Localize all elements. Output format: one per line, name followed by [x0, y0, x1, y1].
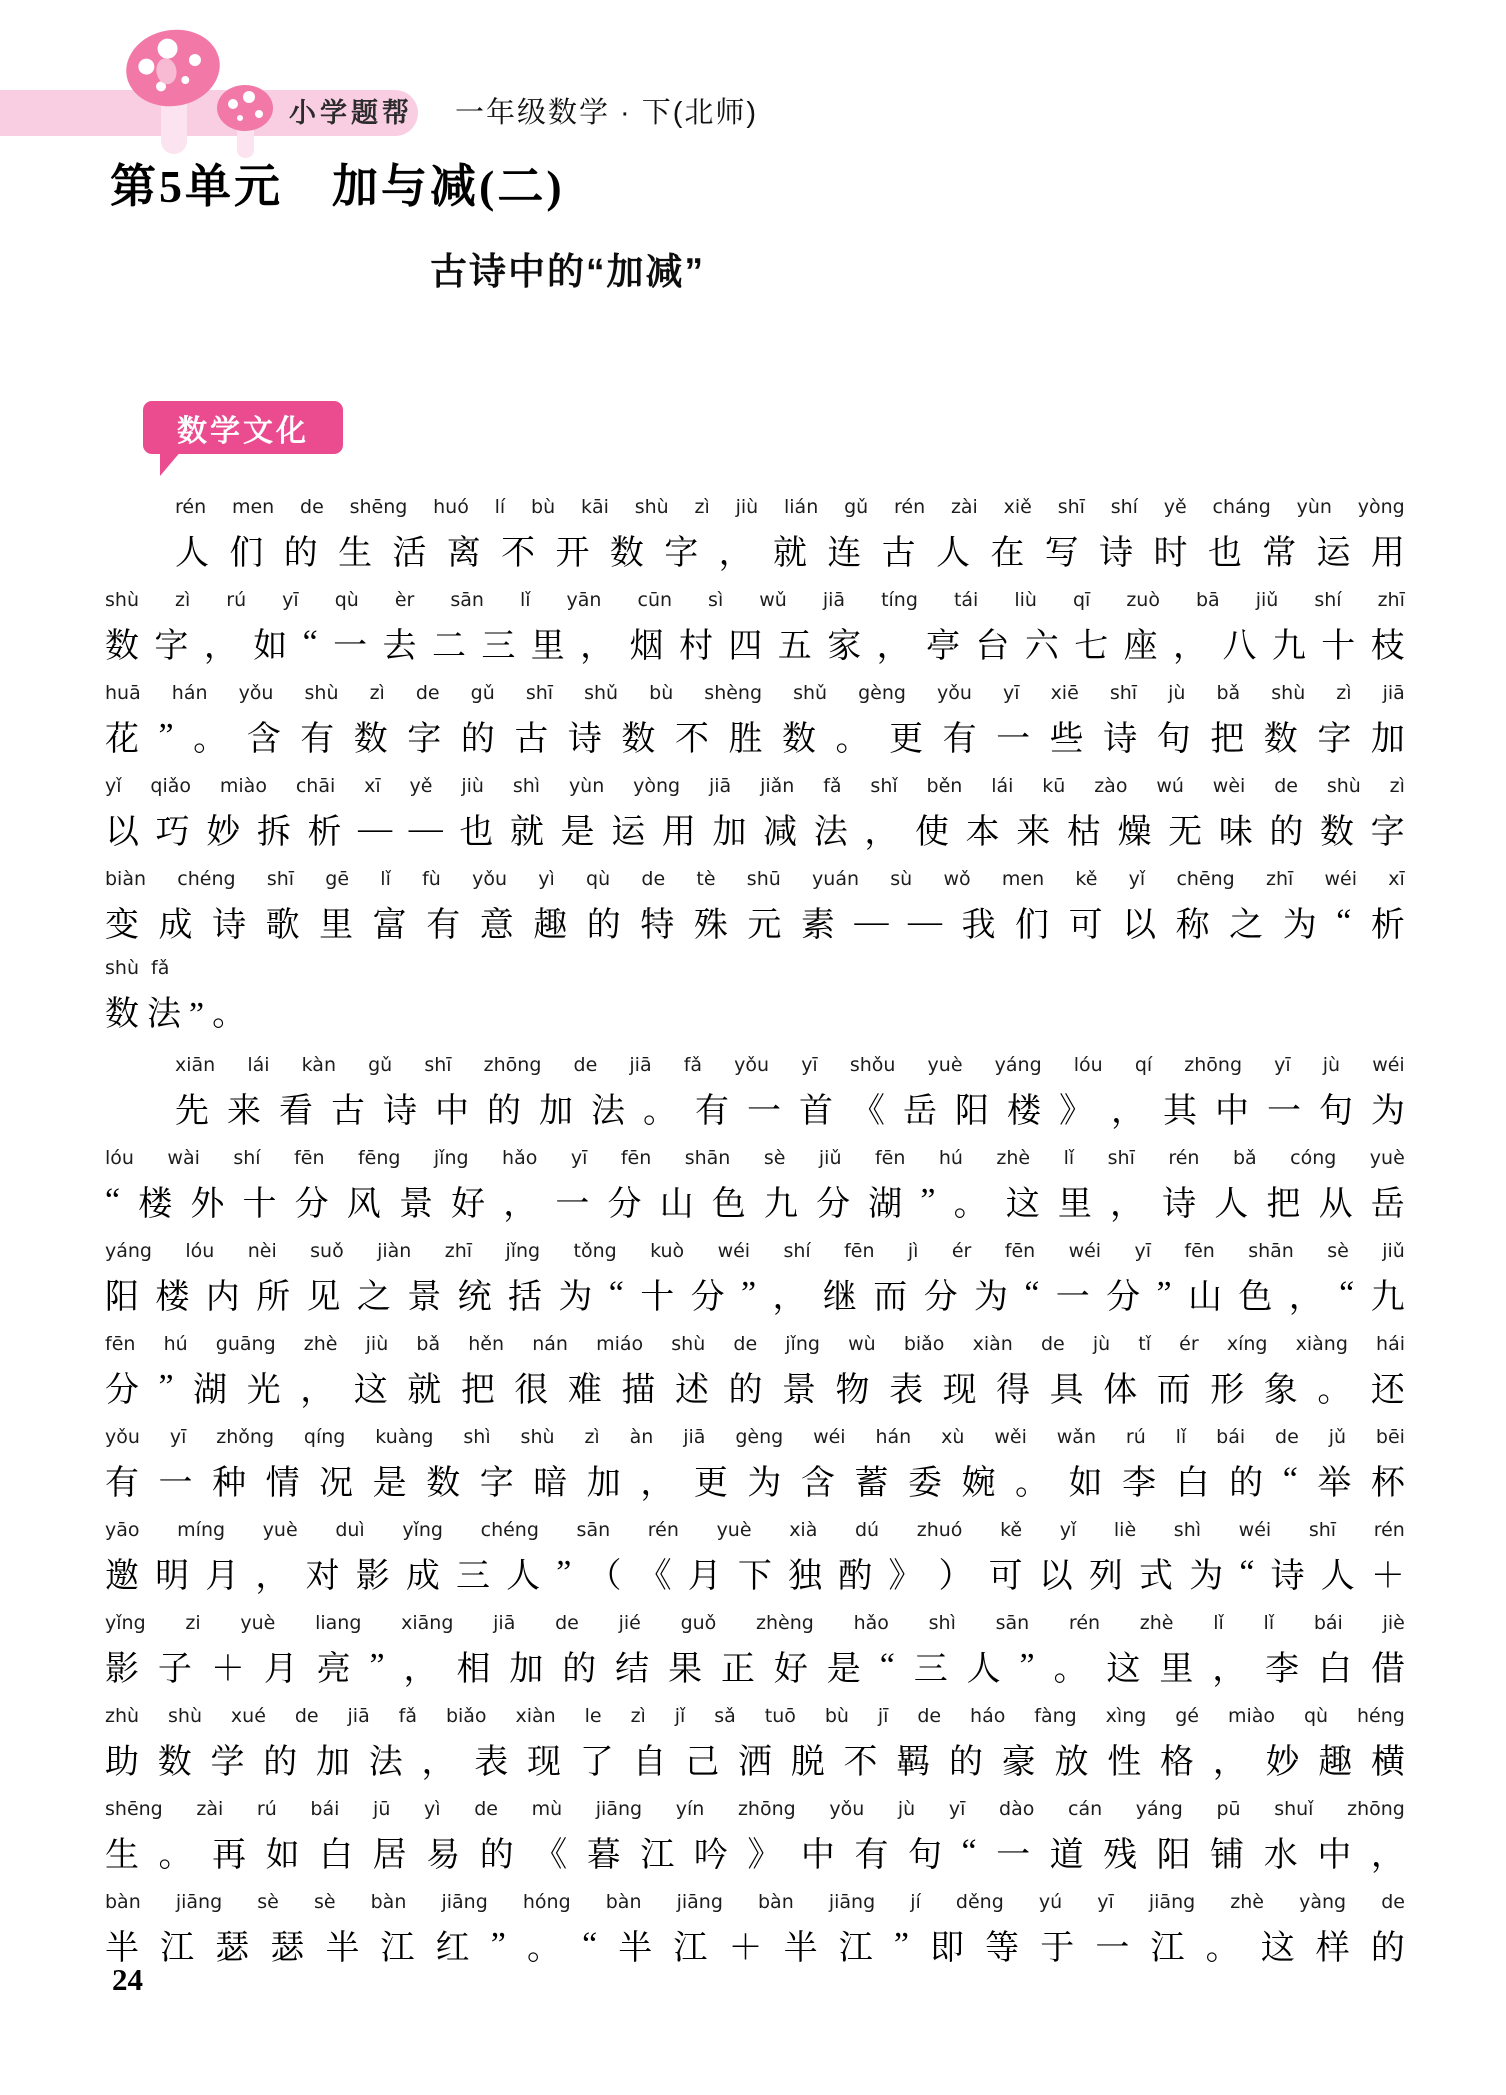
text-line: [105, 1883, 1405, 1976]
hanzi-row: 半 江 瑟 瑟 半 江 红 ” 。 “ 半 江 ＋ 半 江 ” 即 等 于 一 江 。 这 样 的: [105, 1925, 1405, 1967]
pinyin-row: yǒu yī zhǒng qíng kuàng shì shù zì àn jiā gèng wéi hán xù wěi wǎn rú lǐ bái de jǔ bēi: [105, 1426, 1405, 1448]
text-line: [105, 1790, 1405, 1883]
pinyin-row: rén men de shēng huó lí bù kāi shù zì jiù lián gǔ rén zài xiě shī shí yě cháng yùn yòng: [175, 496, 1405, 518]
page-number: 24: [112, 1962, 143, 1997]
hanzi-row: 变 成 诗 歌 里 富 有 意 趣 的 特 殊 元 素 — — 我 们 可 以 称 之 为 “ 析: [105, 902, 1405, 944]
pinyin-row: yǐng zi yuè liang xiāng jiā de jié guǒ zhèng hǎo shì sān rén zhè lǐ lǐ bái jiè: [105, 1612, 1405, 1634]
text-line: [105, 1139, 1405, 1232]
pinyin-row: yǐ qiǎo miào chāi xī yě jiù shì yùn yòng jiā jiǎn fǎ shǐ běn lái kū zào wú wèi de shù zì: [105, 775, 1405, 797]
hanzi-row: 以 巧 妙 拆 析 — — 也 就 是 运 用 加 减 法 ， 使 本 来 枯 燥 无 味 的 数 字: [105, 809, 1405, 851]
text-line: [105, 953, 1405, 1046]
text-line: [105, 1697, 1405, 1790]
hanzi-row: 阳 楼 内 所 见 之 景 统 括 为 “ 十 分 ” ， 继 而 分 为 “ 一 分 ” 山 色 ， “ 九: [105, 1274, 1405, 1316]
section-label-tail: [160, 450, 182, 476]
hanzi-row: 分 ” 湖 光 ， 这 就 把 很 难 描 述 的 景 物 表 现 得 具 体 而 形 象 。 还: [105, 1367, 1405, 1409]
mushroom-icon: [103, 26, 288, 158]
hanzi-row: 数法”。: [105, 996, 255, 1033]
brand-label: 小学题帮: [289, 98, 413, 128]
pinyin-row: yáng lóu nèi suǒ jiàn zhī jǐng tǒng kuò wéi shí fēn jì ér fēn wéi yī fēn shān sè jiǔ: [105, 1240, 1405, 1262]
hanzi-row: 先 来 看 古 诗 中 的 加 法 。 有 一 首 《 岳 阳 楼 》 ， 其 中 一 句 为: [175, 1093, 1405, 1130]
text-line: [105, 1046, 1405, 1139]
hanzi-row: 助 数 学 的 加 法 ， 表 现 了 自 己 洒 脱 不 羁 的 豪 放 性 格 ， 妙 趣 横: [105, 1744, 1405, 1781]
hanzi-row: 邀 明 月 ， 对 影 成 三 人 ” （ 《 月 下 独 酌 》 ） 可 以 列 式 为 “ 诗 人 ＋: [105, 1553, 1405, 1595]
unit-title: 第5单元 加与减(二): [110, 161, 565, 212]
pinyin-row: zhù shù xué de jiā fǎ biǎo xiàn le zì jǐ sǎ tuō bù jī de háo fàng xìng gé miào qù héng: [105, 1705, 1405, 1727]
article-lines: [105, 488, 1405, 1976]
book-edition-label: 一年级数学 · 下(北师): [455, 97, 759, 129]
text-line: [105, 674, 1405, 767]
text-line: [105, 1232, 1405, 1325]
pinyin-row: fēn hú guāng zhè jiù bǎ hěn nán miáo shù de jǐng wù biǎo xiàn de jù tǐ ér xíng xiàng hái: [105, 1333, 1405, 1355]
hanzi-row: 花 ” 。 含 有 数 字 的 古 诗 数 不 胜 数 。 更 有 一 些 诗 句 把 数 字 加: [105, 716, 1405, 758]
text-line: [105, 1604, 1405, 1697]
text-line: [105, 581, 1405, 674]
hanzi-row: “ 楼 外 十 分 风 景 好 ， 一 分 山 色 九 分 湖 ” 。 这 里 ， 诗 人 把 从 岳: [105, 1181, 1405, 1223]
pinyin-row: xiān lái kàn gǔ shī zhōng de jiā fǎ yǒu yī shǒu yuè yáng lóu qí zhōng yī jù wéi: [175, 1054, 1405, 1076]
pinyin-row: shù zì rú yī qù èr sān lǐ yān cūn sì wǔ jiā tíng tái liù qī zuò bā jiǔ shí zhī: [105, 589, 1405, 611]
pinyin-row: yāo míng yuè duì yǐng chéng sān rén yuè xià dú zhuó kě yǐ liè shì wéi shī rén: [105, 1519, 1405, 1541]
text-line: [105, 1418, 1405, 1511]
pinyin-row: biàn chéng shī gē lǐ fù yǒu yì qù de tè shū yuán sù wǒ men kě yǐ chēng zhī wéi xī: [105, 868, 1405, 890]
hanzi-row: 影 子 ＋ 月 亮 ” ， 相 加 的 结 果 正 好 是 “ 三 人 ” 。 这 里 ， 李 白 借: [105, 1646, 1405, 1688]
text-line: [105, 488, 1405, 581]
text-line: [105, 767, 1405, 860]
hanzi-row: 数 字 ， 如 “ 一 去 二 三 里 ， 烟 村 四 五 家 ， 亭 台 六 七 座 ， 八 九 十 枝: [105, 623, 1405, 665]
lesson-title: 古诗中的“加减”: [430, 251, 705, 292]
pinyin-row: shēng zài rú bái jū yì de mù jiāng yín zhōng yǒu jù yī dào cán yáng pū shuǐ zhōng: [105, 1798, 1405, 1820]
text-line: [105, 1511, 1405, 1604]
section-label: 数学文化: [143, 401, 343, 454]
pinyin-row: huā hán yǒu shù zì de gǔ shī shǔ bù shèng shǔ gèng yǒu yī xiē shī jù bǎ shù zì jiā: [105, 682, 1405, 704]
text-line: [105, 860, 1405, 953]
pinyin-row: lóu wài shí fēn fēng jǐng hǎo yī fēn shān sè jiǔ fēn hú zhè lǐ shī rén bǎ cóng yuè: [105, 1147, 1405, 1169]
hanzi-row: 有 一 种 情 况 是 数 字 暗 加 ， 更 为 含 蓄 委 婉 。 如 李 白 的 “ 举 杯: [105, 1460, 1405, 1502]
hanzi-row: 生 。 再 如 白 居 易 的 《 暮 江 吟 》 中 有 句 “ 一 道 残 阳 铺 水 中 ，: [105, 1832, 1405, 1874]
pinyin-row: shù fǎ: [105, 957, 170, 979]
hanzi-row: 人 们 的 生 活 离 不 开 数 字 ， 就 连 古 人 在 写 诗 时 也 常 运 用: [175, 535, 1405, 572]
text-line: [105, 1325, 1405, 1418]
pinyin-row: bàn jiāng sè sè bàn jiāng hóng bàn jiāng bàn jiāng jí děng yú yī jiāng zhè yàng de: [105, 1891, 1405, 1913]
